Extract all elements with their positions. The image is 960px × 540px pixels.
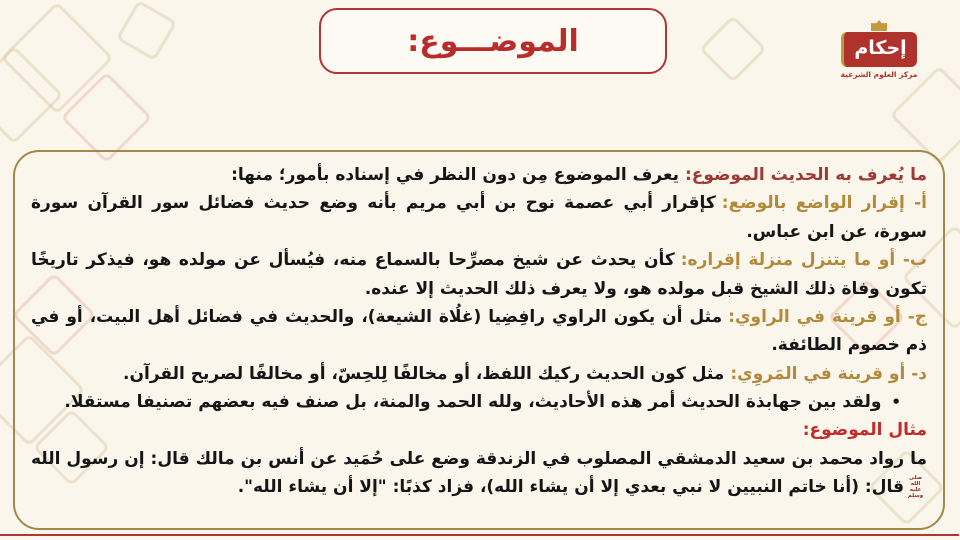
point-d-paragraph [32, 360, 928, 388]
point-c-text: مثل أن يكون الراوي رافِضِيا (غلُاة الشيعة)، والحديث في فضائل أهل البيت، أو في ذم خصوم الطائفة. [32, 306, 928, 356]
mosque-emblem-icon [872, 20, 888, 31]
example-heading: مثال الموضوع: [803, 420, 928, 441]
point-b-text: كأن يحدث عن شيخ مصرِّحا بالسماع منه، فيُسأل عن مولده هو، فيذكر تاريخًا تكون وفاة ذلك الشيخ قبل مولده هو، ولا يعرف ذلك الحديث إلا عنده. [32, 250, 928, 299]
note-text: ولقد بين جهابذة الحديث أمر هذه الأحاديث، ولله الحمد والمنة، بل صنف فيه بعضهم تصنيفا مستقلا. [65, 392, 883, 412]
point-a-paragraph [32, 189, 928, 246]
ornament-diamond [700, 15, 768, 83]
logo [840, 20, 920, 79]
logo-subtitle: مركز العلوم الشرعية [841, 70, 919, 79]
slide-title-box [320, 8, 668, 74]
bullet-icon: • [892, 393, 902, 411]
point-d-heading: د- أو قرينة في المَروِي: [731, 363, 928, 384]
intro-paragraph [32, 161, 928, 189]
ornament-diamond [117, 0, 178, 61]
page-title: الموضـــوع: [408, 23, 580, 59]
example-text-end: قال: (أنا خاتم النبيين لا نبي بعدي إلا أن يشاء الله)، فزاد كذبًا: "إلا أن يشاء الله". [238, 477, 905, 498]
point-c-heading: ج- أو قرينة في الراوي: [729, 306, 929, 327]
example-text-start: ما رواد محمد بن سعيد الدمشقي المصلوب في الزندقة وضع على حُمَيد عن أنس بن مالك قال: إن رسول الله [32, 448, 928, 469]
point-c-paragraph [32, 303, 928, 360]
point-b-paragraph [32, 246, 928, 303]
content-panel [14, 150, 946, 530]
example-heading-line [32, 416, 928, 444]
intro-text: يعرف الموضوع مِن دون النظر في إسناده بأمور؛ منها: [232, 165, 680, 185]
point-a-text: كإقرار أبي عصمة نوح بن أبي مريم بأنه وضع حديث فضائل سور القرآن سورة سورة، عن ابن عباس. [32, 193, 928, 242]
point-d-text: مثل كون الحديث ركيك اللفظ، أو مخالفًا لِلحِسّ، أو مخالفًا لصريح القرآن. [124, 363, 726, 384]
logo-wordmark: إحكام [842, 32, 917, 67]
point-b-heading: ب- أو ما يتنزل منزلة إقراره: [681, 250, 928, 271]
example-paragraph [32, 445, 928, 502]
point-a-heading: أ- إقرار الواضع بالوضع: [722, 193, 928, 214]
note-paragraph [32, 388, 928, 416]
pbuh-seal-icon: صلى الله عليه وسلم [908, 474, 925, 500]
intro-heading: ما يُعرف به الحديث الموضوع: [685, 165, 928, 185]
bottom-divider [0, 534, 960, 536]
